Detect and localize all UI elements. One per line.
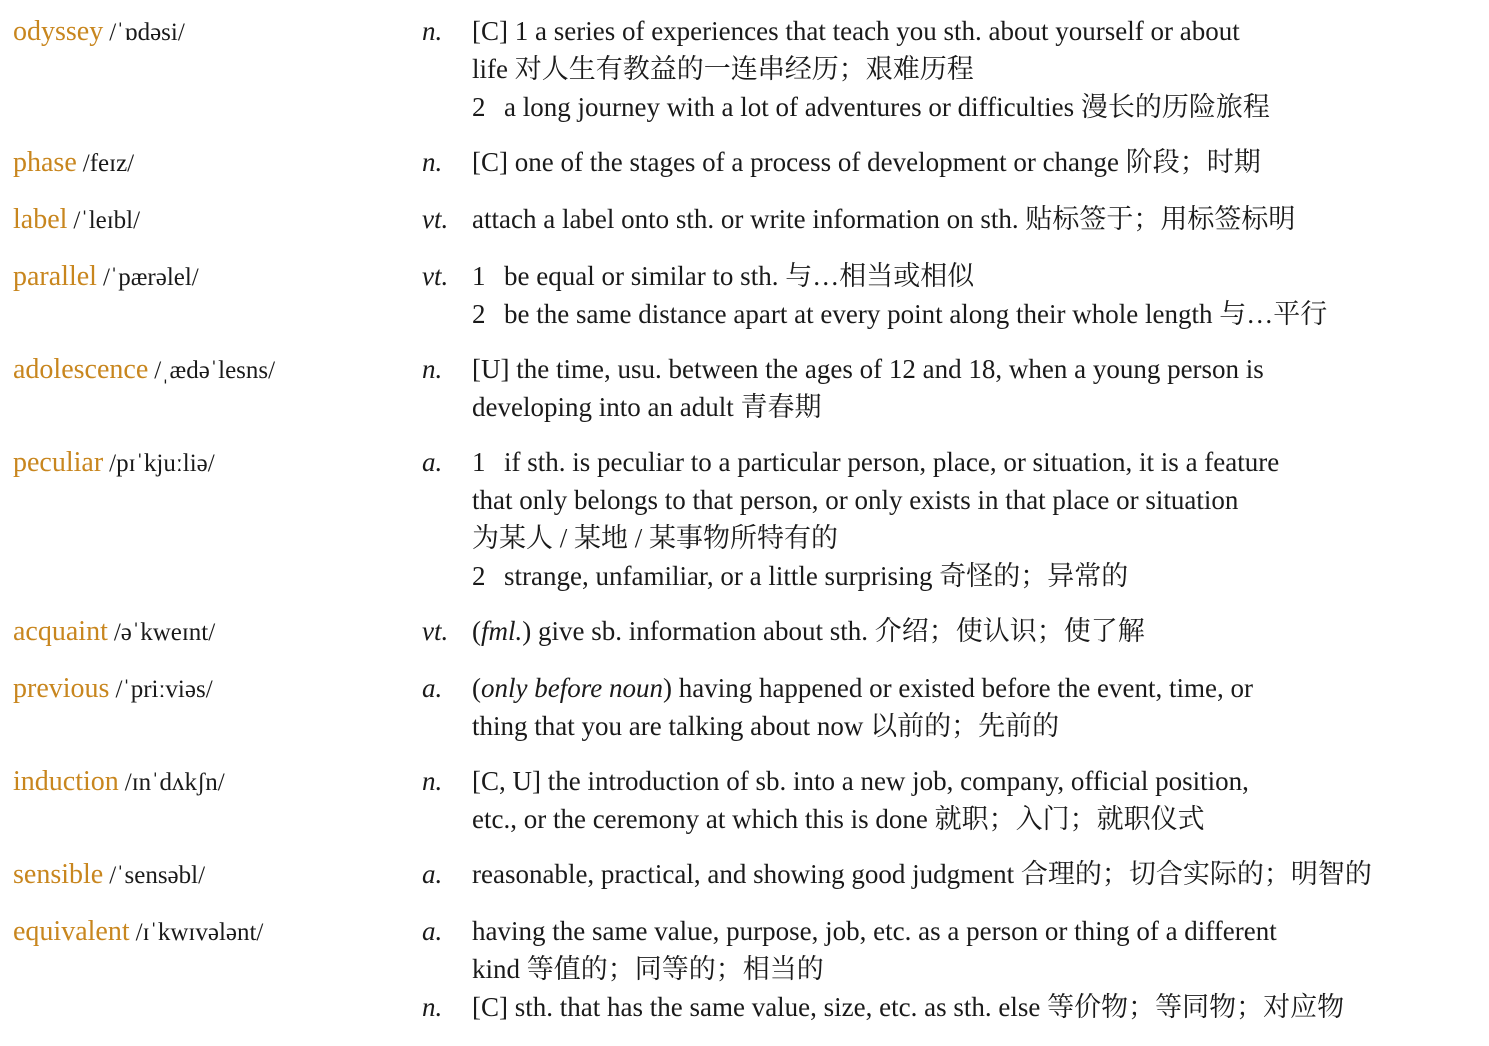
definition (472, 612, 1477, 652)
headword-cell (0, 443, 410, 595)
definition-text: a long journey with a lot of adventures or difficulties 漫长的历险旅程 (504, 92, 1270, 122)
headword-cell (0, 350, 410, 426)
definition-text: [U] the time, usu. between the ages of 12 and 18, when a young person is (472, 354, 1264, 384)
vocabulary-entry (0, 12, 1489, 126)
part-of-speech: a. (422, 673, 443, 703)
open-paren: ( (472, 616, 481, 646)
headword-cell (0, 855, 410, 895)
pronunciation: /feɪz/ (82, 150, 135, 177)
definition-text: that only belongs to that person, or only exists in that place or situation (472, 485, 1239, 515)
part-of-speech: a. (422, 447, 443, 477)
vocabulary-entry (0, 612, 1489, 652)
vocabulary-entry (0, 669, 1489, 745)
definition-line (472, 88, 1477, 126)
headword: equivalent (13, 916, 130, 947)
part-of-speech: n. (422, 147, 443, 177)
headword: sensible (13, 859, 104, 890)
definition-line (472, 988, 1477, 1026)
definition-text: [C] sth. that has the same value, size, etc. as sth. else 等价物；等同物；对应物 (472, 992, 1345, 1022)
sense-number: 1 (472, 447, 486, 477)
vocabulary-entry (0, 350, 1489, 426)
headword-cell (0, 762, 410, 838)
definition-line (472, 669, 1477, 707)
definition-line (472, 557, 1477, 595)
definition-text: reasonable, practical, and showing good judgment 合理的；切合实际的；明智的 (472, 859, 1372, 889)
definition-line (472, 855, 1477, 893)
definition-text: having the same value, purpose, job, etc. as a person or thing of a different (472, 916, 1277, 946)
headword: acquaint (13, 616, 108, 647)
definition-line (472, 612, 1477, 650)
part-of-speech: vt. (422, 616, 449, 646)
definition (472, 988, 1477, 1026)
headword: phase (13, 147, 77, 178)
definition (472, 350, 1477, 426)
usage-label: fml. (481, 616, 523, 646)
part-of-speech: n. (422, 16, 443, 46)
headword-cell (0, 912, 410, 988)
definition-line (472, 443, 1477, 481)
pronunciation: /əˈkweɪnt/ (113, 619, 216, 646)
definition-line (472, 295, 1477, 333)
part-of-speech: a. (422, 859, 443, 889)
definition-text: be the same distance apart at every point along their whole length 与…平行 (504, 299, 1328, 329)
definition-line (472, 50, 1477, 88)
definition-text: ) give sb. information about sth. 介绍；使认识；使了解 (522, 616, 1145, 646)
pronunciation: /ɪˈkwɪvələnt/ (135, 919, 264, 946)
definition-text: etc., or the ceremony at which this is done 就职；入门；就职仪式 (472, 804, 1205, 834)
definition-text: ) having happened or existed before the event, time, or (662, 673, 1254, 703)
definition-line (472, 519, 1477, 557)
definition-text: [C, U] the introduction of sb. into a new job, company, official position, (472, 766, 1249, 796)
part-of-speech: vt. (422, 261, 449, 291)
definition (472, 912, 1477, 988)
pronunciation: /ɪnˈdʌkʃn/ (124, 769, 225, 796)
headword: odyssey (13, 16, 104, 47)
definition-text: developing into an adult 青春期 (472, 392, 822, 422)
part-of-speech: n. (422, 354, 443, 384)
headword-cell (0, 669, 410, 745)
pronunciation: /pɪˈkjuːliə/ (109, 450, 215, 477)
definition-text: kind 等值的；同等的；相当的 (472, 954, 824, 984)
vocabulary-entry (0, 912, 1489, 1026)
headword: induction (13, 766, 119, 797)
headword: label (13, 204, 68, 235)
headword-cell (0, 612, 410, 652)
pronunciation: /ˌædəˈlesns/ (154, 357, 276, 384)
part-of-speech: n. (422, 992, 443, 1022)
definition-line (472, 950, 1477, 988)
definition-line (472, 762, 1477, 800)
open-paren: ( (472, 673, 481, 703)
definition-text: be equal or similar to sth. 与…相当或相似 (504, 261, 975, 291)
headword-cell (0, 12, 410, 126)
headword: adolescence (13, 354, 149, 385)
definition-text: if sth. is peculiar to a particular person, place, or situation, it is a feature (504, 447, 1280, 477)
part-of-speech: n. (422, 766, 443, 796)
definition-line (472, 707, 1477, 745)
headword: peculiar (13, 447, 104, 478)
sense-number: 2 (472, 561, 486, 591)
definition-line (472, 350, 1477, 388)
sense-number: 2 (472, 299, 486, 329)
vocabulary-entry (0, 257, 1489, 333)
definition-line (472, 912, 1477, 950)
part-of-speech: a. (422, 916, 443, 946)
definition (472, 669, 1477, 745)
definition-text: strange, unfamiliar, or a little surprising 奇怪的；异常的 (504, 561, 1129, 591)
headword-cell (0, 200, 410, 240)
definition-text: [C] one of the stages of a process of development or change 阶段；时期 (472, 147, 1261, 177)
vocabulary-entry (0, 200, 1489, 240)
pronunciation: /ˈleɪbl/ (73, 207, 141, 234)
definition (472, 143, 1477, 183)
sense-number: 2 (472, 92, 486, 122)
vocabulary-entry (0, 855, 1489, 895)
definition-line (472, 388, 1477, 426)
definition-line (472, 143, 1477, 181)
definition-line (472, 481, 1477, 519)
definition (472, 257, 1477, 333)
pronunciation: /ˈɒdəsi/ (109, 19, 185, 46)
pronunciation: /ˈsensəbl/ (109, 862, 206, 889)
vocabulary-entry (0, 143, 1489, 183)
pronunciation: /ˈpriːviəs/ (115, 676, 213, 703)
definition-line (472, 12, 1477, 50)
definition (472, 443, 1477, 595)
vocabulary-entry (0, 443, 1489, 595)
headword: previous (13, 673, 110, 704)
definition (472, 855, 1477, 895)
definition-line (472, 800, 1477, 838)
definition-line (472, 200, 1477, 238)
definition-text: 为某人 / 某地 / 某事物所特有的 (472, 523, 839, 553)
headword-cell (0, 143, 410, 183)
definition (472, 200, 1477, 240)
sense-number: 1 (472, 261, 486, 291)
definition-line (472, 257, 1477, 295)
definition (472, 12, 1477, 126)
definition-text: life 对人生有教益的一连串经历；艰难历程 (472, 54, 974, 84)
headword: parallel (13, 261, 97, 292)
headword-cell (0, 257, 410, 333)
pronunciation: /ˈpærəlel/ (102, 264, 199, 291)
definition-text: attach a label onto sth. or write information on sth. 贴标签于；用标签标明 (472, 204, 1296, 234)
part-of-speech: vt. (422, 204, 449, 234)
vocabulary-entry (0, 762, 1489, 838)
definition-text: [C] 1 a series of experiences that teach you sth. about yourself or about (472, 16, 1240, 46)
usage-label: only before noun (481, 673, 663, 703)
definition-text: thing that you are talking about now 以前的；先前的 (472, 711, 1060, 741)
definition (472, 762, 1477, 838)
